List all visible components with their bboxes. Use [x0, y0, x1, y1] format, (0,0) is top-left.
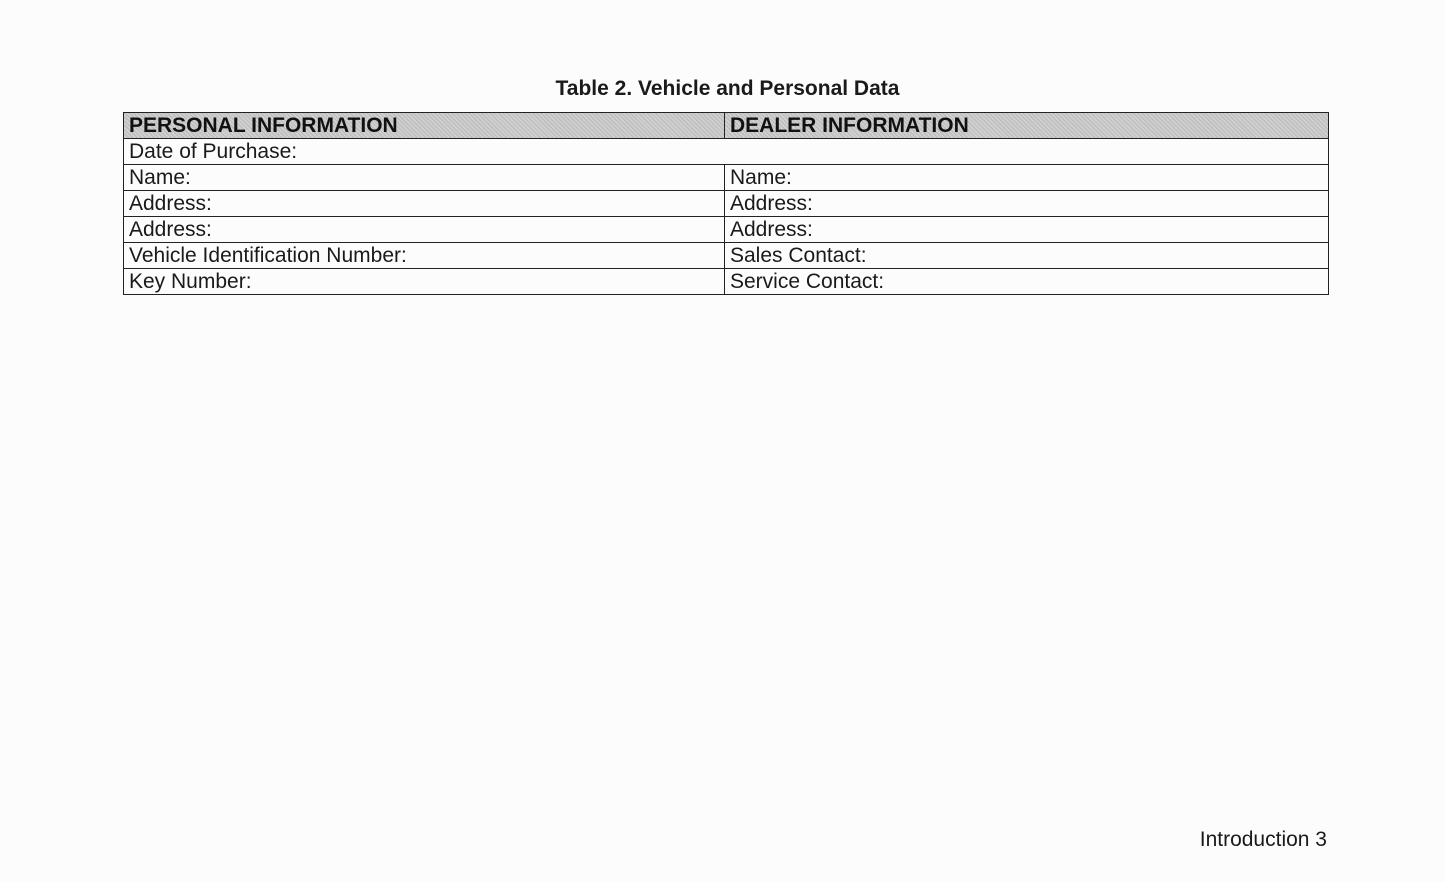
table-caption: Table 2. Vehicle and Personal Data	[555, 77, 900, 100]
table-row	[124, 269, 1329, 295]
table-row	[124, 191, 1329, 217]
table-row	[124, 165, 1329, 191]
page-footer: Introduction 3	[1199, 828, 1327, 851]
key-number-field: Key Number:	[124, 269, 725, 295]
sales-contact-field: Sales Contact:	[725, 243, 1329, 269]
personal-address-field-2: Address:	[124, 217, 725, 243]
personal-information-header: PERSONAL INFORMATION	[124, 113, 725, 139]
dealer-address-field: Address:	[725, 191, 1329, 217]
table-row	[124, 217, 1329, 243]
date-of-purchase-field: Date of Purchase:	[124, 139, 1329, 165]
table-header-row	[124, 113, 1329, 139]
personal-name-field: Name:	[124, 165, 725, 191]
dealer-name-field: Name:	[725, 165, 1329, 191]
vehicle-personal-data-table	[123, 112, 1329, 295]
dealer-information-header: DEALER INFORMATION	[725, 113, 1329, 139]
table-row	[124, 139, 1329, 165]
service-contact-field: Service Contact:	[725, 269, 1329, 295]
dealer-address-field-2: Address:	[725, 217, 1329, 243]
vehicle-identification-number-field: Vehicle Identification Number:	[124, 243, 725, 269]
personal-address-field: Address:	[124, 191, 725, 217]
table-row	[124, 243, 1329, 269]
